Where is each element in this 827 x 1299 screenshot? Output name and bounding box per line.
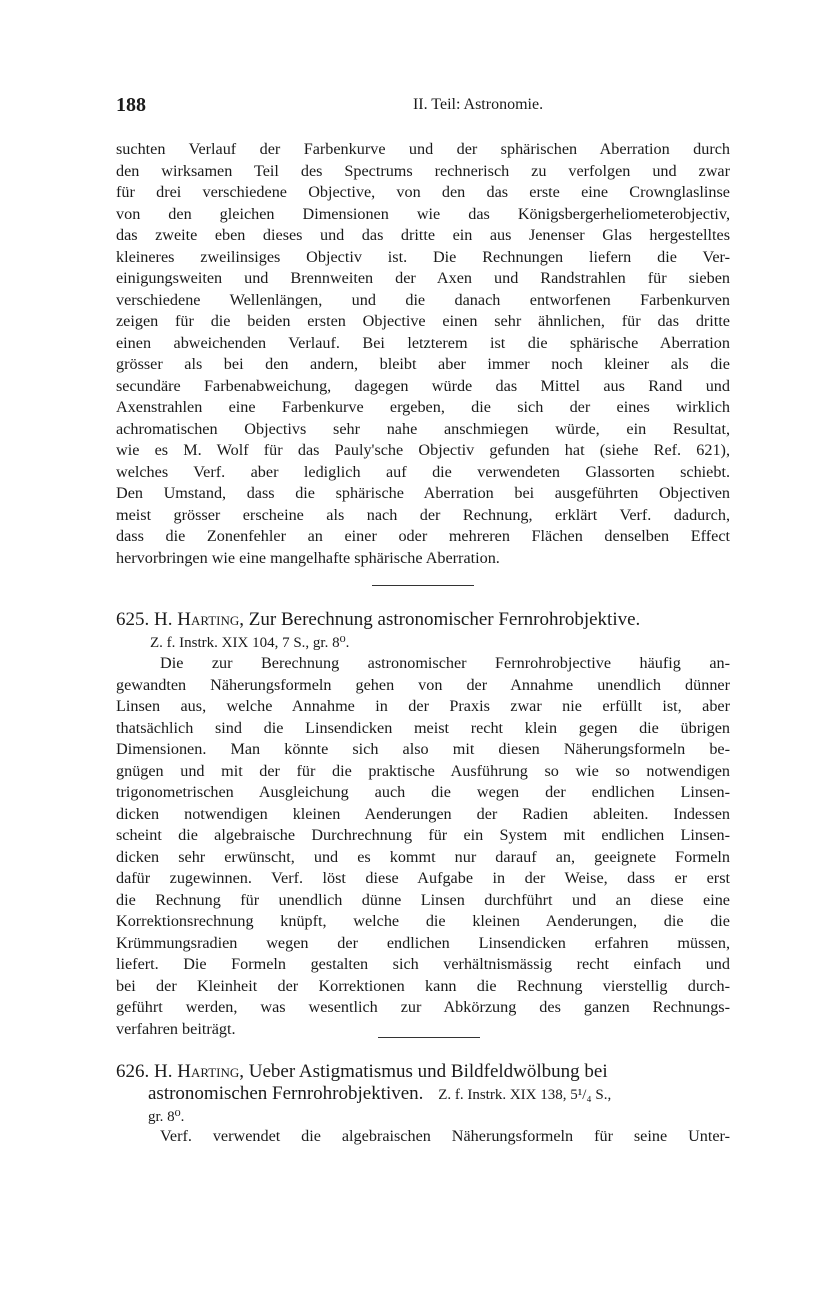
- entry-626-initial: H.: [154, 1061, 173, 1082]
- text-line: dicken sehr erwünscht, und es kommt nur darauf an, geeignete Formeln: [116, 847, 730, 866]
- text-line: achromatischen Objectivs sehr nahe anschmiegen würde, ein Resultat,: [116, 419, 730, 438]
- text-line: wie es M. Wolf für das Pauly'sche Objectiv gefunden hat (siehe Ref. 621),: [116, 441, 730, 459]
- entry-626-author: Harting,: [177, 1061, 245, 1082]
- text-line: gnügen und mit der für die praktische Ausführung so wie so notwendigen: [116, 761, 730, 780]
- text-line: für drei verschiedene Objective, von den das erste eine Crownglaslinse: [116, 183, 730, 201]
- text-line: secundäre Farbenabweichung, dagegen würde das Mittel aus Rand und: [116, 376, 730, 395]
- text-line: Korrektionsrechnung knüpft, welche die kleinen Aenderungen, die die: [116, 912, 730, 930]
- entry-625-citation: Z. f. Instrk. XIX 104, 7 S., gr. 8⁰.: [150, 635, 350, 651]
- text-line: Axenstrahlen eine Farbenkurve ergeben, die sich der eines wirklich: [116, 398, 730, 416]
- text-line: verschiedene Wellenlängen, und die danach entworfenen Farbenkurven: [116, 290, 730, 309]
- text-line: Linsen aus, welche Annahme in der Praxis zwar nie erfüllt ist, aber: [116, 697, 730, 715]
- page-header: [116, 94, 730, 124]
- entry-626-number: 626.: [116, 1061, 150, 1082]
- text-line: dafür zugewinnen. Verf. löst diese Aufgabe in der Weise, dass er erst: [116, 869, 730, 887]
- text-line: das zweite eben dieses und das dritte ein aus Jenenser Glas hergestelltes: [116, 226, 730, 244]
- entry-625-title: Zur Berechnung astronomischer Fernrohrobjektive.: [248, 609, 641, 630]
- page-number: 188: [116, 94, 146, 116]
- separator-rule: [372, 585, 474, 586]
- text-line: thatsächlich sind die Linsendicken meist recht klein gegen die übrigen: [116, 718, 730, 737]
- entry-626-title-line1: Ueber Astigmatismus und Bildfeldwölbung bei: [248, 1061, 608, 1082]
- text-line: Dimensionen. Man könnte sich also mit diesen Näherungsformeln be-: [116, 740, 730, 758]
- text-line: liefert. Die Formeln gestalten sich verhältnismässig recht einfach und: [116, 955, 730, 973]
- text-line: einigungsweiten und Brennweiten der Axen und Randstrahlen für sieben: [116, 269, 730, 287]
- text-line: zeigen für die beiden ersten Objective einen sehr ähnlichen, für das dritte: [116, 312, 730, 330]
- text-line: von den gleichen Dimensionen wie das Königsbergerheliometerobjectiv,: [116, 204, 730, 223]
- text-line: den wirksamen Teil des Spectrums rechnerisch zu verfolgen und zwar: [116, 161, 730, 180]
- text-line: geführt werden, was wesentlich zur Abkörzung des ganzen Rechnungs-: [116, 998, 730, 1016]
- entry-626-citation-line2: gr. 8⁰.: [148, 1109, 185, 1125]
- entry-625-initial: H.: [154, 609, 173, 630]
- text-line: suchten Verlauf der Farbenkurve und der sphärischen Aberration durch: [116, 140, 730, 158]
- entry-625-number: 625.: [116, 609, 150, 630]
- continuation-paragraph: [116, 139, 730, 569]
- text-line: verfahren beiträgt.: [116, 1019, 236, 1038]
- text-line: einen abweichenden Verlauf. Bei letzterem ist die sphärische Aberration: [116, 333, 730, 352]
- text-line: kleineres zweilinsiges Objectiv ist. Die Rechnungen liefern die Ver-: [116, 247, 730, 266]
- text-line: Den Umstand, dass die sphärische Aberration bei ausgeführten Objectiven: [116, 484, 730, 502]
- entry-625-heading: [116, 608, 732, 632]
- entry-625-abstract: [116, 653, 730, 1040]
- text-line: grösser als bei den andern, bleibt aber immer noch kleiner als die: [116, 355, 730, 373]
- text-line: Krümmungsradien wegen der endlichen Linsendicken erfahren müssen,: [116, 933, 730, 952]
- text-line: welches Verf. aber lediglich auf die verwendeten Glassorten schiebt.: [116, 462, 730, 481]
- text-line: Verf. verwendet die algebraischen Näherungsformeln für seine Unter-: [160, 1127, 730, 1145]
- entry-625-author: Harting,: [177, 609, 245, 630]
- entry-626-heading: [116, 1060, 732, 1084]
- separator-rule-2: [378, 1037, 480, 1038]
- text-line: trigonometrischen Ausgleichung auch die wegen der endlichen Linsen-: [116, 783, 730, 801]
- text-line: Die zur Berechnung astronomischer Fernrohrobjective häufig an-: [160, 654, 730, 672]
- entry-626-abstract: [116, 1126, 730, 1148]
- entry-626-heading-line2: [148, 1082, 764, 1107]
- entry-626-title-line2: astronomischen Fernrohrobjektiven.: [148, 1083, 424, 1104]
- entry-626-citation-line1: Z. f. Instrk. XIX 138, 5¹/₄ S.,: [438, 1087, 612, 1103]
- text-line: dass die Zonenfehler an einer oder mehreren Flächen denselben Effect: [116, 527, 730, 545]
- text-line: hervorbringen wie eine mangelhafte sphärische Aberration.: [116, 548, 500, 567]
- text-line: bei der Kleinheit der Korrektionen kann die Rechnung vierstellig durch-: [116, 976, 730, 995]
- running-head: II. Teil: Astronomie.: [412, 96, 544, 113]
- text-line: gewandten Näherungsformeln gehen von der Annahme unendlich dünner: [116, 675, 730, 694]
- text-line: meist grösser erscheine als nach der Rechnung, erklärt Verf. dadurch,: [116, 505, 730, 524]
- text-line: die Rechnung für unendlich dünne Linsen durchführt und an diese eine: [116, 890, 730, 909]
- text-line: scheint die algebraische Durchrechnung für ein System mit endlichen Linsen-: [116, 826, 730, 844]
- text-line: dicken notwendigen kleinen Aenderungen der Radien ableiten. Indessen: [116, 804, 730, 823]
